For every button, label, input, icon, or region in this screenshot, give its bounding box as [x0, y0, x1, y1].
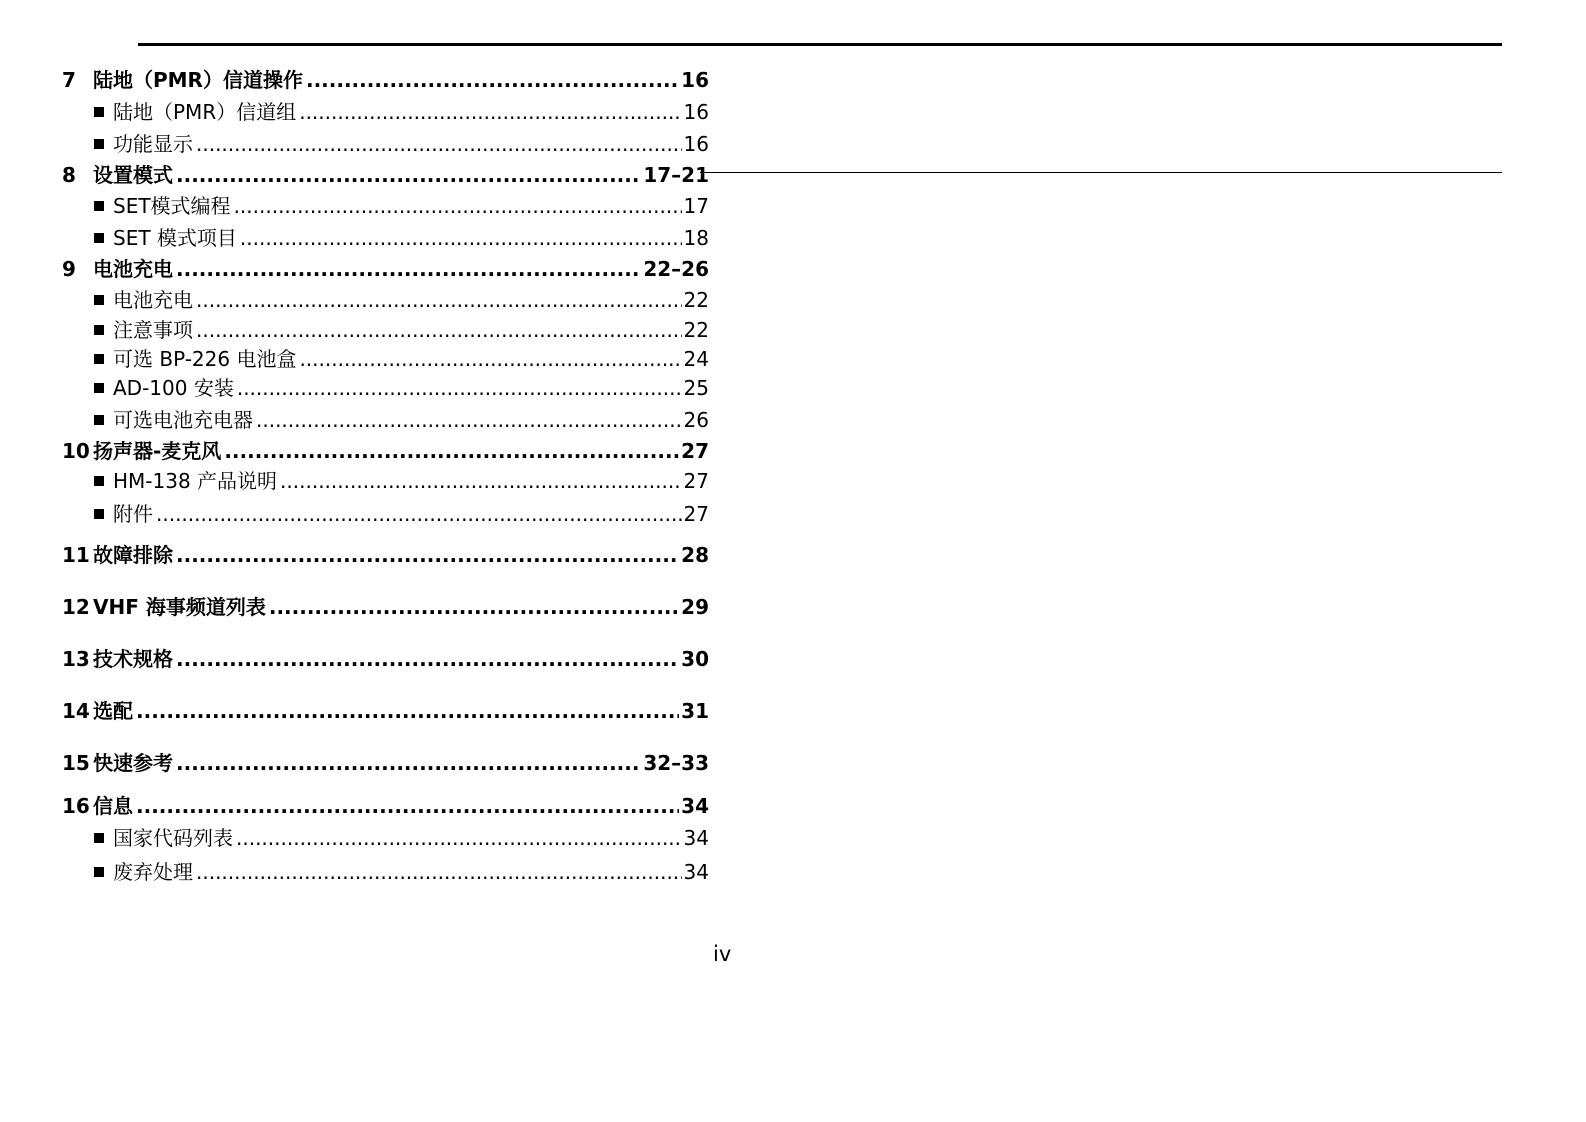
page-number: 16	[683, 100, 709, 124]
chapter-number: 16	[62, 794, 90, 818]
chapter-number: 14	[62, 699, 90, 723]
page-number: 27	[683, 469, 709, 493]
toc-chapter-13[interactable]	[62, 645, 709, 673]
chapter-number: 12	[62, 595, 90, 619]
dot-leader	[269, 593, 679, 621]
dot-leader	[306, 66, 679, 94]
dot-leader	[237, 374, 682, 402]
square-bullet-icon	[94, 139, 104, 149]
page-number: 34	[681, 794, 709, 818]
toc-chapter-14[interactable]	[62, 697, 709, 725]
subentry-title: SET模式编程	[113, 194, 231, 218]
subentry-title: 可选 BP-226 电池盒	[113, 347, 297, 371]
divider-rule	[700, 172, 1502, 173]
dot-leader	[236, 824, 682, 852]
page-number: 26	[683, 408, 709, 432]
subentry-title: 国家代码列表	[113, 826, 233, 850]
dot-leader	[196, 316, 682, 344]
subentry-title: 注意事项	[113, 318, 193, 342]
subentry-title: 陆地（PMR）信道组	[113, 100, 297, 124]
dot-leader	[196, 286, 682, 314]
chapter-title: 技术规格	[93, 647, 173, 671]
toc-subentry[interactable]	[94, 500, 709, 528]
dot-leader	[176, 645, 679, 673]
toc-chapter-9[interactable]	[62, 255, 709, 283]
chapter-title: 快速参考	[93, 751, 173, 775]
chapter-title: 扬声器-麦克风	[93, 439, 222, 463]
chapter-title: 陆地（PMR）信道操作	[93, 68, 303, 92]
page-number: 18	[683, 226, 709, 250]
page-number: 28	[681, 543, 709, 567]
page-number: 16	[683, 132, 709, 156]
toc-subentry[interactable]	[94, 345, 709, 373]
page-number: 27	[683, 502, 709, 526]
square-bullet-icon	[94, 415, 104, 425]
dot-leader	[136, 697, 679, 725]
dot-leader	[234, 192, 682, 220]
square-bullet-icon	[94, 509, 104, 519]
square-bullet-icon	[94, 867, 104, 877]
dot-leader	[156, 500, 682, 528]
toc-subentry[interactable]	[94, 130, 709, 158]
dot-leader	[240, 224, 682, 252]
chapter-title: 故障排除	[93, 543, 173, 567]
page-number: 31	[681, 699, 709, 723]
page-number: 27	[681, 439, 709, 463]
dot-leader	[196, 858, 682, 886]
chapter-title: 选配	[93, 699, 133, 723]
page-number: 34	[683, 860, 709, 884]
square-bullet-icon	[94, 476, 104, 486]
chapter-number: 11	[62, 543, 90, 567]
chapter-number: 10	[62, 439, 90, 463]
dot-leader	[224, 437, 679, 465]
chapter-number: 7	[62, 68, 76, 92]
dot-leader	[196, 130, 682, 158]
square-bullet-icon	[94, 107, 104, 117]
square-bullet-icon	[94, 833, 104, 843]
page-number: 25	[683, 376, 709, 400]
chapter-title: 设置模式	[93, 163, 173, 187]
subentry-title: AD-100 安装	[113, 376, 234, 400]
toc-subentry[interactable]	[94, 316, 709, 344]
chapter-title: VHF 海事频道列表	[93, 595, 266, 619]
square-bullet-icon	[94, 383, 104, 393]
chapter-number: 8	[62, 163, 76, 187]
toc-subentry[interactable]	[94, 224, 709, 252]
chapter-title: 信息	[93, 794, 133, 818]
toc-subentry[interactable]	[94, 192, 709, 220]
dot-leader	[299, 345, 681, 373]
toc-subentry[interactable]	[94, 858, 709, 886]
toc-chapter-15[interactable]	[62, 749, 709, 777]
square-bullet-icon	[94, 233, 104, 243]
toc-subentry[interactable]	[94, 824, 709, 852]
subentry-title: HM-138 产品说明	[113, 469, 278, 493]
toc-chapter-8[interactable]	[62, 161, 709, 189]
toc-subentry[interactable]	[94, 374, 709, 402]
toc-chapter-10[interactable]	[62, 437, 709, 465]
subentry-title: 可选电池充电器	[113, 408, 253, 432]
page-number: 16	[681, 68, 709, 92]
toc-subentry[interactable]	[94, 98, 709, 126]
dot-leader	[280, 467, 682, 495]
toc-subentry[interactable]	[94, 286, 709, 314]
toc-chapter-7[interactable]	[62, 66, 709, 94]
subentry-title: SET 模式项目	[113, 226, 237, 250]
page-number: 32–33	[643, 751, 709, 775]
page-number: 17	[683, 194, 709, 218]
square-bullet-icon	[94, 295, 104, 305]
page-number: 34	[683, 826, 709, 850]
toc-chapter-12[interactable]	[62, 593, 709, 621]
dot-leader	[176, 161, 641, 189]
dot-leader	[176, 749, 641, 777]
chapter-number: 9	[62, 257, 76, 281]
toc-chapter-11[interactable]	[62, 541, 709, 569]
chapter-number: 15	[62, 751, 90, 775]
page-number: 17–21	[643, 163, 709, 187]
dot-leader	[176, 255, 641, 283]
page-number: 22	[683, 288, 709, 312]
chapter-number: 13	[62, 647, 90, 671]
page-number: 29	[681, 595, 709, 619]
page-number: 22–26	[643, 257, 709, 281]
square-bullet-icon	[94, 325, 104, 335]
page-number: 22	[683, 318, 709, 342]
toc-chapter-16[interactable]	[62, 792, 709, 820]
square-bullet-icon	[94, 201, 104, 211]
toc-subentry[interactable]	[94, 406, 709, 434]
footer-page-number: iv	[713, 942, 732, 966]
subentry-title: 电池充电	[113, 288, 193, 312]
page-number: 24	[683, 347, 709, 371]
subentry-title: 功能显示	[113, 132, 193, 156]
subentry-title: 附件	[113, 502, 153, 526]
dot-leader	[256, 406, 682, 434]
dot-leader	[299, 98, 681, 126]
chapter-title: 电池充电	[93, 257, 173, 281]
dot-leader	[136, 792, 679, 820]
subentry-title: 废弃处理	[113, 860, 193, 884]
square-bullet-icon	[94, 354, 104, 364]
toc-subentry[interactable]	[94, 467, 709, 495]
page-number: 30	[681, 647, 709, 671]
dot-leader	[176, 541, 679, 569]
header-rule	[138, 43, 1502, 46]
